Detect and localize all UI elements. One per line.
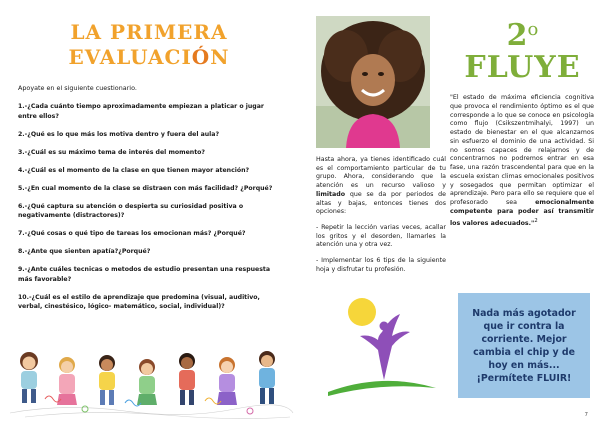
option-2: - Implementar los 6 tips de la siguiente hoja y disfrutar tu profesión.: [316, 257, 446, 273]
intro-text: Apoyate en el siguiente cuestionario.: [18, 84, 137, 92]
left-page: [0, 0, 298, 424]
body-text: [316, 156, 446, 281]
option-1: - Repetir la lección varias veces, acallar los gritos y el desorden, llamarles la atención una y otra vez.: [316, 223, 446, 249]
section-number: 2$^o$: [506, 18, 539, 53]
section-heading: [450, 14, 595, 84]
quote-paragraph: "El estado de máxima eficiencia cognitiva que provoca el rendimiento óptimo es el que corresponde a lo que se conoce en psicología como flujo (Csikszentmihalyi, 1997) un estado de bienestar en el que alcanzamos sin esfuerzo el dominio de una actividad. Si no somos capaces de relajarnos y de concentrarnos no podremos entrar en esa fase, una razón trascendental para que en la escuela existan climas emocionales positivos y sosegados que permitan optimizar el aprendizaje. Pero para ello se requiere que el profesorado sea emocionalmente competente para poder así transmitir los valores adecuados."$^2$: [450, 94, 594, 227]
question-item: 3.-¿Cuál es su máximo tema de interés del momento?: [18, 148, 205, 156]
page-title: [0, 20, 298, 70]
title-line-1: LA PRIMERA: [70, 20, 228, 44]
questionnaire-list: [18, 102, 280, 320]
question-item: 10.-¿Cuál es el estilo de aprendizaje que predomina (visual, auditivo, verbal, cinestésico, lógico- matemático, social, individual)?: [18, 293, 260, 311]
question-item: 8.-¿Ante que sienten apatía?¿Porqué?: [18, 248, 151, 256]
right-page: [302, 0, 600, 424]
question-item: 4.-¿Cuál es el momento de la clase en que tienen mayor atención?: [18, 166, 250, 174]
page-number: 7: [584, 412, 588, 418]
title-line-2: EVALUACIÓN: [68, 45, 230, 69]
question-item: 2.-¿Qué es lo que más los motiva dentro y fuera del aula?: [18, 130, 220, 138]
section-title: FLUYE: [464, 50, 581, 85]
callout-box: [458, 293, 590, 398]
callout-text: Nada más agotador que ir contra la corriente. Mejor cambia el chip y de hoy en más... ¡Permítete FLUIR!: [472, 307, 576, 384]
question-item: 7.-¿Qué cosas o qué tipo de tareas los emocionan más? ¿Porqué?: [18, 230, 246, 238]
girl-photo: [316, 16, 430, 148]
flow-logo: [322, 292, 442, 402]
question-item: 9.-¿Ante cuáles tecnicas o metodos de estudio presentan una respuesta más favorable?: [18, 266, 271, 283]
question-item: 1.-¿Cada cuánto tiempo aproximadamente empiezan a platicar o jugar entre ellos?: [18, 103, 264, 120]
body-paragraph: Hasta ahora, ya tienes identificado cuál es el comportamiento particular de tu grupo. Ahora, considerando que la atención es un recurso valioso y limitado que se da por periodos de altas y bajas, entonces tienes dos opciones:: [316, 156, 446, 216]
question-item: 5.-¿En cual momento de la clase se distraen con más facilidad? ¿Porqué?: [18, 184, 273, 192]
children-illustration: [5, 333, 295, 421]
question-item: 6.-¿Qué captura su atención o despierta su curiosidad positiva o negativamente (distractores)?: [18, 202, 244, 220]
